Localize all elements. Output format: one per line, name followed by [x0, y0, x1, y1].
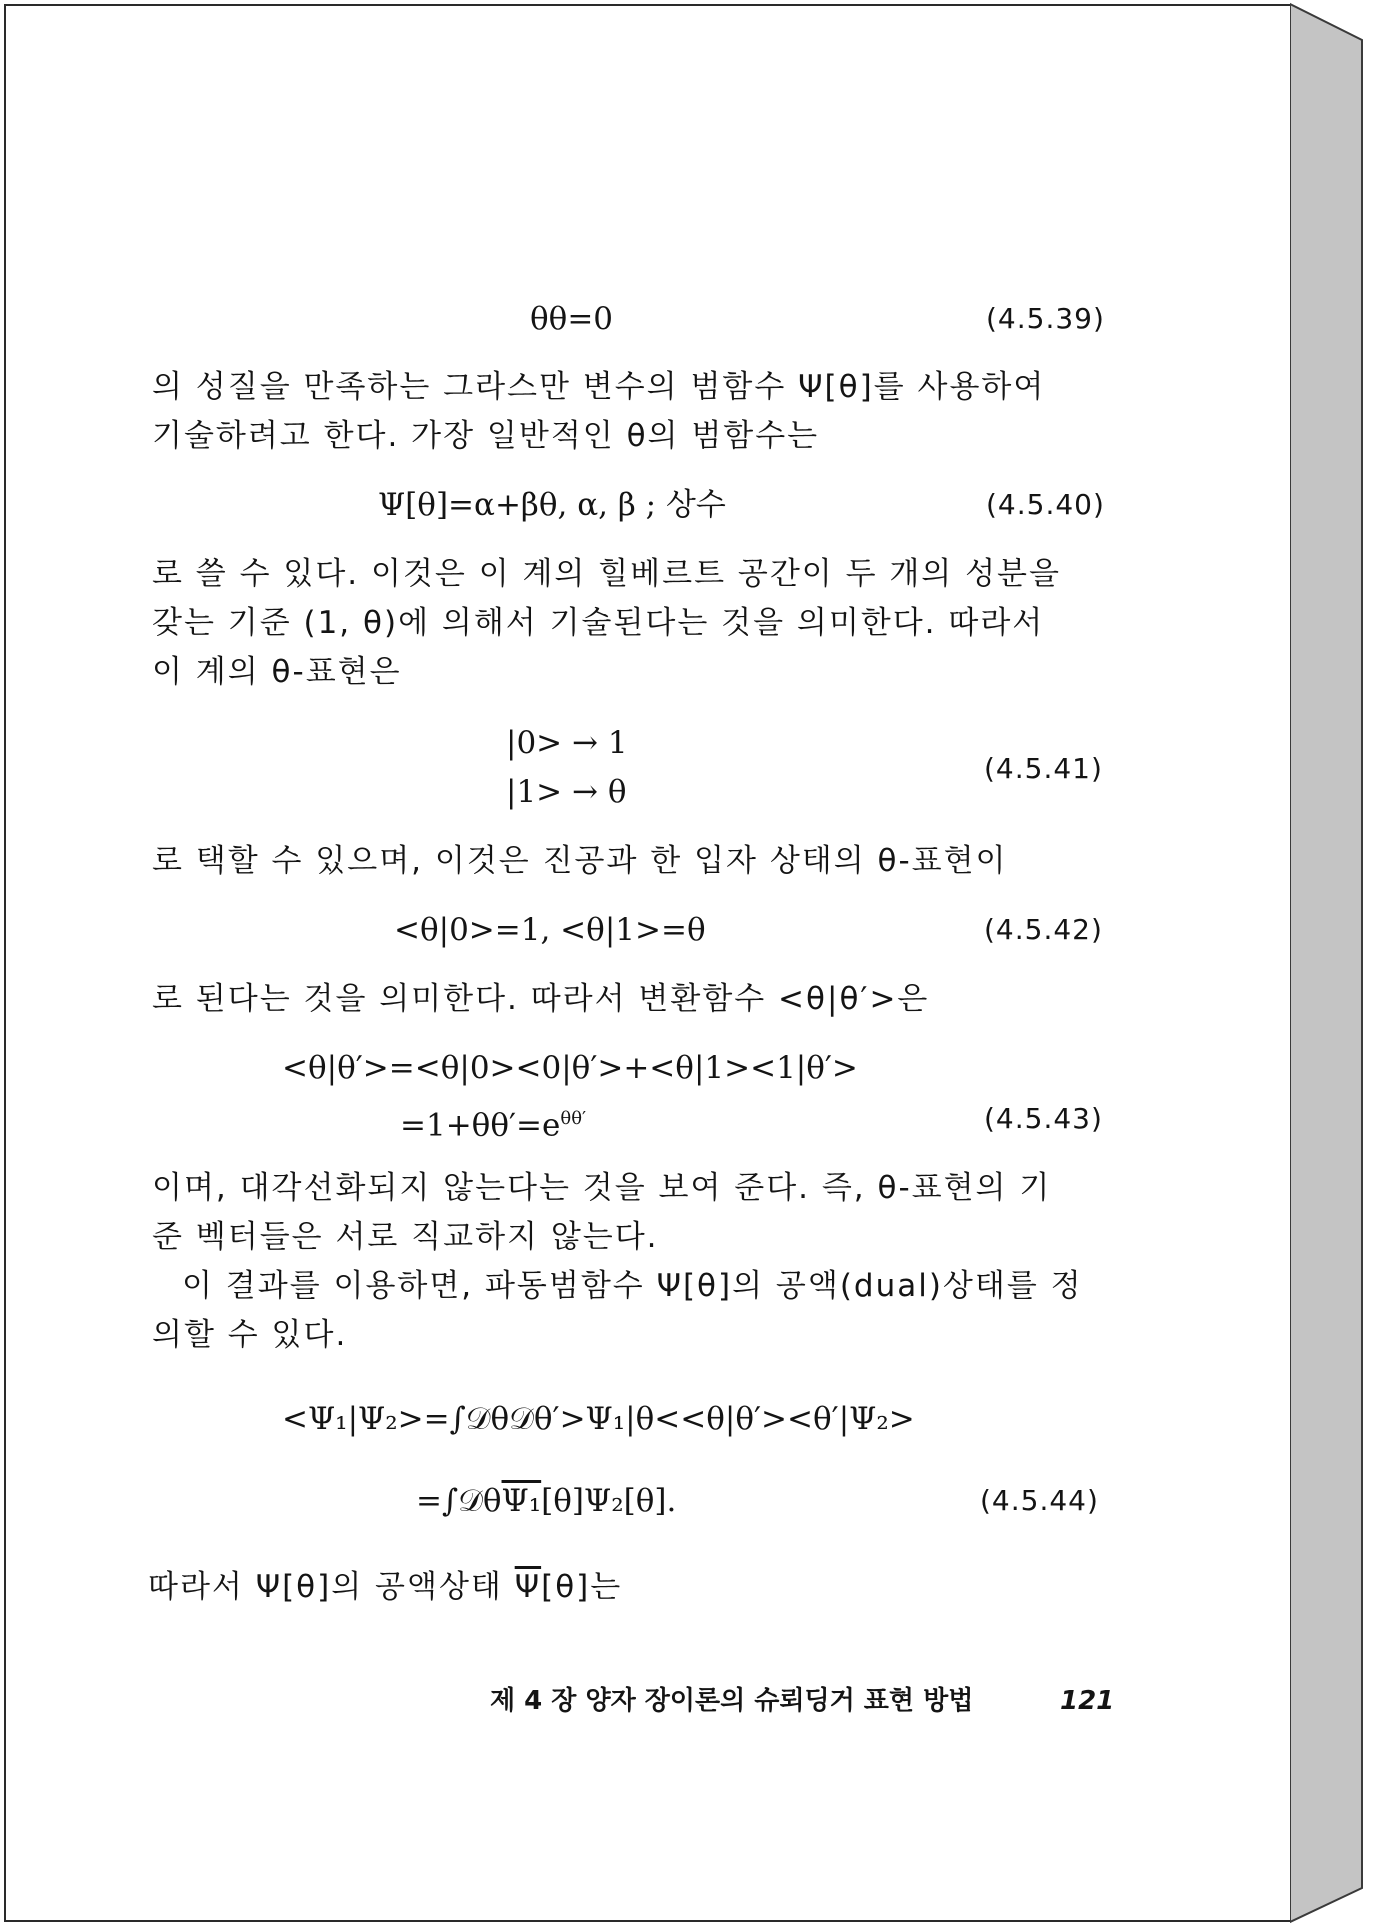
paragraph-1-line-2: 기술하려고 한다. 가장 일반적인 θ의 범함수는 — [152, 418, 820, 454]
equation-number-4-5-40: (4.5.40) — [986, 488, 1105, 521]
paragraph-3-line-1: 로 택할 수 있으며, 이것은 진공과 한 입자 상태의 θ-표현이 — [152, 843, 1008, 879]
exponent: θθ′ — [560, 1108, 587, 1129]
equation-number-4-5-39: (4.5.39) — [986, 302, 1105, 335]
equation-4-5-43-line-1: <θ|θ′>=<θ|0><0|θ′>+<θ|1><1|θ′> — [282, 1050, 858, 1086]
paragraph-2-line-2: 갖는 기준 (1, θ)에 의해서 기술된다는 것을 의미한다. 따라서 — [152, 605, 1045, 641]
paragraph-1-line-1: 의 성질을 만족하는 그라스만 변수의 범함수 Ψ[θ]를 사용하여 — [152, 369, 1046, 405]
equation-number-4-5-44: (4.5.44) — [980, 1484, 1099, 1517]
equation-4-5-41-line-2: |1> → θ — [506, 774, 627, 810]
equation-4-5-40: Ψ[θ]=α+βθ, α, β ; 상수 — [378, 487, 726, 523]
paragraph-6-line-2: 의할 수 있다. — [152, 1317, 348, 1353]
equation-number-4-5-41: (4.5.41) — [984, 752, 1103, 785]
running-footer-chapter: 제 4 장 양자 장이론의 슈뢰딩거 표현 방법 — [490, 1686, 974, 1716]
paragraph-6-line-1: 이 결과를 이용하면, 파동범함수 Ψ[θ]의 공액(dual)상태를 정 — [182, 1268, 1083, 1304]
book-page — [4, 4, 1292, 1922]
equation-number-4-5-42: (4.5.42) — [984, 913, 1103, 946]
paragraph-2-line-1: 로 쓸 수 있다. 이것은 이 계의 힐베르트 공간이 두 개의 성분을 — [152, 556, 1061, 592]
paragraph-4-line-1: 로 된다는 것을 의미한다. 따라서 변환함수 <θ|θ′>은 — [152, 981, 930, 1017]
equation-number-4-5-43: (4.5.43) — [984, 1102, 1103, 1135]
equation-4-5-39: θθ=0 — [530, 301, 614, 337]
equation-4-5-41-line-1: |0> → 1 — [506, 725, 628, 761]
equation-4-5-44-line-2: =∫𝒟θΨ₁[θ]Ψ₂[θ]. — [416, 1483, 677, 1519]
equation-4-5-42: <θ|0>=1, <θ|1>=θ — [394, 912, 706, 948]
paragraph-7-line-1: 따라서 Ψ[θ]의 공액상태 $\overline{\Psi}[\theta]$는 — [148, 1569, 623, 1605]
paragraph-5-line-1: 이며, 대각선화되지 않는다는 것을 보여 준다. 즉, θ-표현의 기 — [152, 1170, 1052, 1206]
equation-4-5-43-line-2: $=1+\theta\theta'=e^{\theta\theta'}$ — [400, 1107, 587, 1144]
paragraph-5-line-2: 준 벡터들은 서로 직교하지 않는다. — [152, 1219, 659, 1255]
page-number: 121 — [1060, 1686, 1115, 1716]
equation-4-5-44-line-1: <Ψ₁|Ψ₂>=∫𝒟θ𝒟θ′>Ψ₁|θ<<θ|θ′><θ′|Ψ₂> — [282, 1401, 915, 1437]
paragraph-2-line-3: 이 계의 θ-표현은 — [152, 654, 402, 690]
book-edge — [1290, 0, 1386, 1926]
